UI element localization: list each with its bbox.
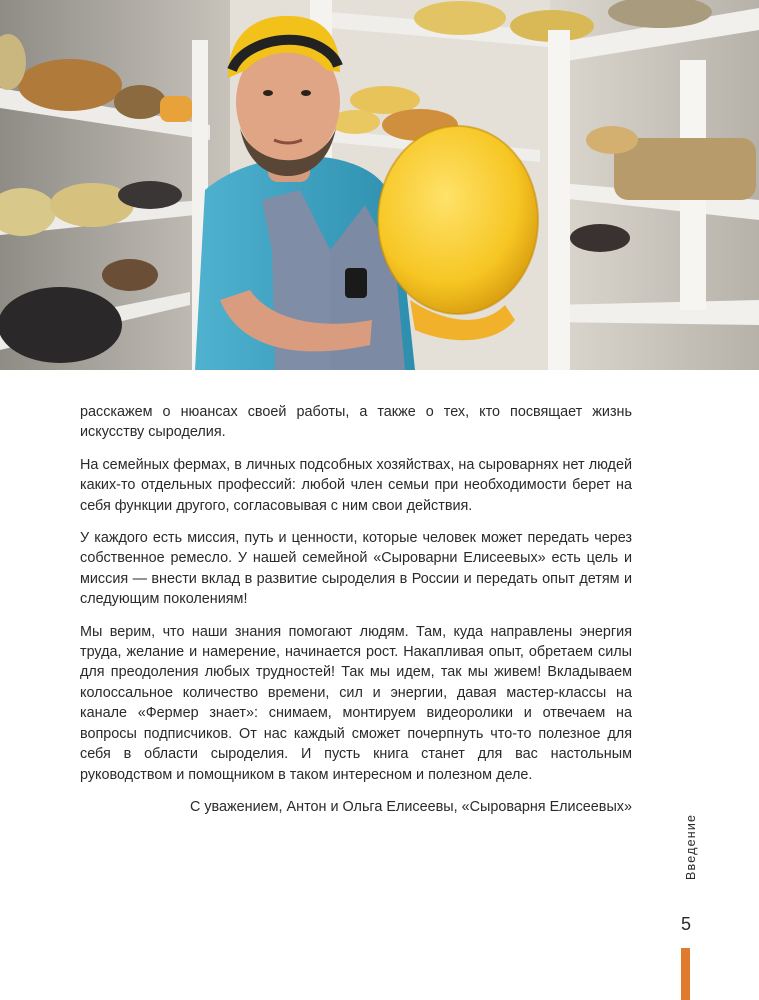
- accent-bar: [681, 948, 690, 1000]
- section-label-text: Введение: [684, 813, 698, 880]
- body-paragraph: Мы верим, что наши знания помогают людям. Там, куда направлены энергия труда, желание и намерение, начинается рост. Накапливая опыт, обретаем силы для преодоления любых трудностей! Так мы идем, так мы живем! Вкладываем колоссальное количество времени, сил и энергии, давая мастер-классы на канале «Фермер знает»: снимаем, монтируем видеоролики и отвечаем на вопросы подписчиков. От нас каждый сможет почерпнуть что-то полезное для себя в области сыроделия. И пусть книга станет для вас настольным руководством и помощником в таком интересном и полезном деле.: [80, 623, 632, 783]
- body-paragraph: На семейных фермах, в личных подсобных хозяйствах, на сыроварнях нет людей каких-то отдельных профессий: любой член семьи при необходимости берет на себя функции другого, согласовывая с ним свои действия.: [80, 456, 632, 514]
- signature: С уважением, Антон и Ольга Елисеевы, «Сыроварня Елисеевых»: [189, 798, 632, 815]
- page-number: 5: [680, 914, 691, 934]
- body-paragraph: расскажем о нюансах своей работы, а также о тех, кто посвящает жизнь искусству сыроделия.: [80, 404, 632, 441]
- body-paragraph: У каждого есть миссия, путь и ценности, которые человек может передать через собственное ремесло. У нашей семейной «Сыроварни Елисеевых» есть цель и миссия — внести вклад в развитие сыроделия в России и передать опыт детям и следующим поколениям!: [80, 530, 632, 608]
- photo-cheesemaker-icon: [0, 0, 759, 370]
- body-text: [80, 402, 632, 829]
- cheese-cellar-photo: [0, 0, 759, 370]
